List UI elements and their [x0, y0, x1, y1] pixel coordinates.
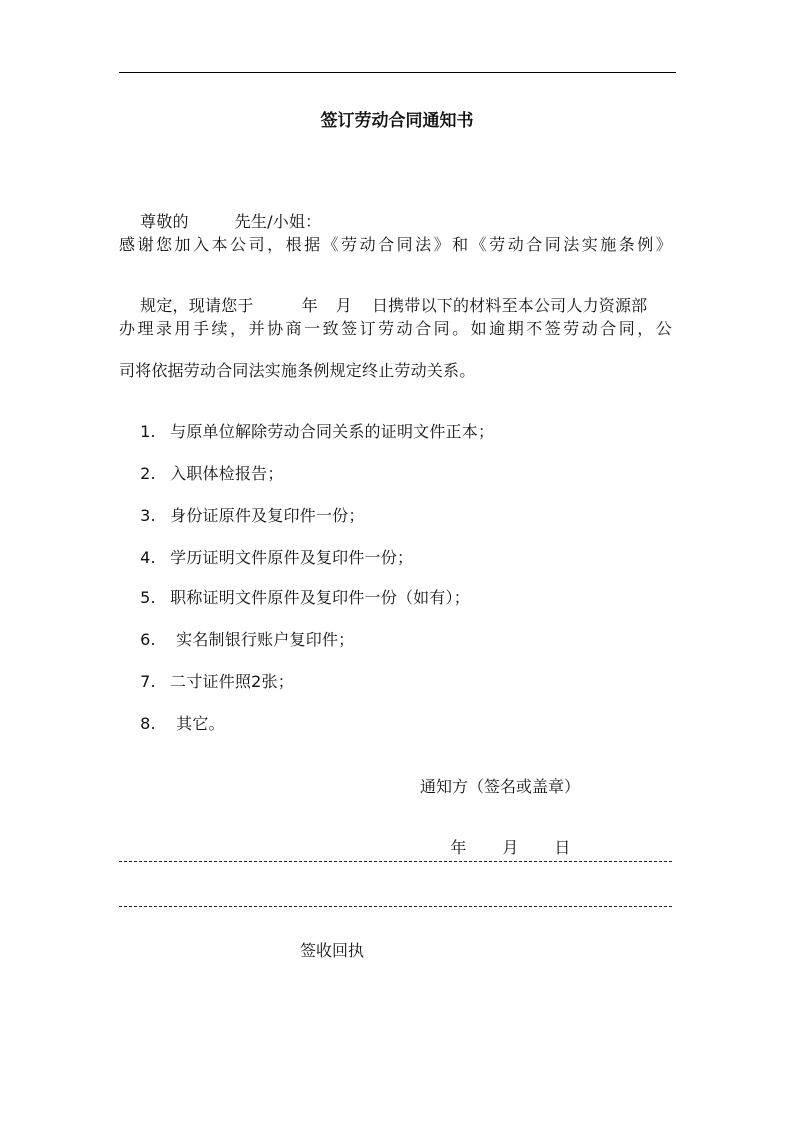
cut-line	[119, 906, 672, 907]
list-item-number: 2.	[140, 464, 156, 483]
body-line-3: 办理录用手续，并协商一致签订劳动合同。如逾期不签劳动合同，公	[119, 319, 672, 338]
signature-date	[430, 816, 570, 877]
date-year-label: 年	[301, 296, 318, 315]
body-line-1: 感谢您加入本公司，根据《劳动合同法》和《劳动合同法实施条例》	[119, 235, 672, 254]
list-item-text: 其它。	[176, 714, 225, 733]
list-item-text: 与原单位解除劳动合同关系的证明文件正本；	[170, 422, 495, 441]
salutation-prefix: 尊敬的	[140, 212, 189, 231]
receipt-title: 签收回执	[300, 941, 365, 960]
list-item-number: 8.	[140, 714, 156, 733]
signature-month-label: 月	[502, 838, 519, 857]
body-line-2-a: 规定，现请您于	[140, 296, 254, 315]
signature-year-label: 年	[450, 838, 467, 857]
list-item-text: 职称证明文件原件及复印件一份（如有）；	[170, 588, 470, 607]
list-item	[119, 692, 225, 753]
salutation-suffix: 先生/小姐：	[234, 212, 322, 231]
list-item-number: 3.	[140, 506, 156, 525]
list-item-text: 身份证原件及复印件一份；	[170, 506, 365, 525]
list-item-number: 6.	[140, 630, 156, 649]
list-item-number: 1.	[140, 422, 156, 441]
cut-line	[119, 861, 672, 862]
list-item-text: 二寸证件照2张；	[170, 672, 294, 691]
header-rule	[119, 72, 676, 73]
notifier-signature-label: 通知方（签名或盖章）	[420, 777, 581, 796]
list-item-number: 7.	[140, 672, 156, 691]
body-line-4: 司将依据劳动合同法实施条例规定终止劳动关系。	[119, 361, 476, 380]
signature-day-label: 日	[554, 838, 571, 857]
list-item-text: 学历证明文件原件及复印件一份；	[170, 548, 414, 567]
list-item-number: 4.	[140, 548, 156, 567]
date-month-label: 月	[335, 296, 352, 315]
body-line-2-b: 日携带以下的材料至本公司人力资源部	[371, 296, 648, 315]
document-title: 签订劳动合同通知书	[320, 111, 474, 131]
list-item-text: 实名制银行账户复印件；	[176, 630, 355, 649]
list-item-text: 入职体检报告；	[170, 464, 284, 483]
list-item-number: 5.	[140, 588, 156, 607]
